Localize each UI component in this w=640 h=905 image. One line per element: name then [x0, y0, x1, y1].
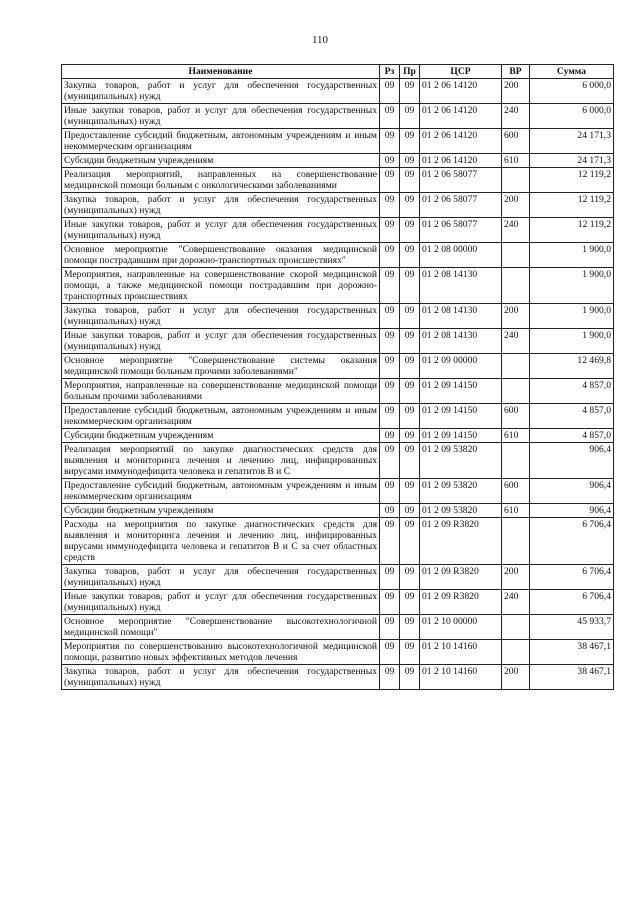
cell-name: Иные закупки товаров, работ и услуг для обеспечения государственных (муниципальных) нужд: [62, 590, 380, 615]
cell-pr: 09: [400, 104, 420, 129]
cell-vr: 200: [502, 665, 530, 690]
table-row: [62, 304, 614, 329]
cell-pr: 09: [400, 193, 420, 218]
cell-name: Мероприятия по совершенствованию высокотехнологичной медицинской помощи, развитию новых эффективных методов лечения: [62, 640, 380, 665]
cell-vr: 200: [502, 304, 530, 329]
cell-csr: 01 2 08 00000: [420, 243, 502, 268]
cell-name: Основное мероприятие "Совершенствование системы оказания медицинской помощи больным прочими заболеваниями": [62, 354, 380, 379]
cell-vr: [502, 354, 530, 379]
table-row: [62, 268, 614, 304]
cell-csr: 01 2 06 58077: [420, 193, 502, 218]
table-row: [62, 168, 614, 193]
cell-rz: 09: [380, 479, 400, 504]
cell-sum: 1 900,0: [530, 304, 614, 329]
cell-sum: 4 857,0: [530, 379, 614, 404]
cell-csr: 01 2 09 00000: [420, 354, 502, 379]
cell-pr: 09: [400, 379, 420, 404]
cell-csr: 01 2 09 53820: [420, 504, 502, 518]
cell-sum: 12 469,8: [530, 354, 614, 379]
cell-csr: 01 2 10 00000: [420, 615, 502, 640]
cell-vr: [502, 640, 530, 665]
cell-pr: 09: [400, 329, 420, 354]
cell-pr: 09: [400, 304, 420, 329]
cell-sum: 12 119,2: [530, 168, 614, 193]
cell-vr: [502, 268, 530, 304]
cell-name: Расходы на мероприятия по закупке диагностических средств для выявления и мониторинга лечения и лечению лиц, инфицированных вирусами иммунодефицита человека и гепатитов B и C за счет областных средств: [62, 518, 380, 565]
cell-vr: [502, 379, 530, 404]
cell-sum: 6 706,4: [530, 518, 614, 565]
cell-csr: 01 2 06 14120: [420, 154, 502, 168]
header-vr: ВР: [502, 65, 530, 79]
cell-sum: 1 900,0: [530, 329, 614, 354]
table-row: [62, 104, 614, 129]
cell-vr: 610: [502, 504, 530, 518]
cell-name: Предоставление субсидий бюджетным, автономным учреждениям и иным некоммерческим организациям: [62, 479, 380, 504]
cell-sum: 906,4: [530, 443, 614, 479]
cell-pr: 09: [400, 218, 420, 243]
cell-sum: 906,4: [530, 479, 614, 504]
cell-pr: 09: [400, 590, 420, 615]
budget-table: [61, 64, 614, 690]
cell-rz: 09: [380, 79, 400, 104]
cell-vr: 240: [502, 104, 530, 129]
cell-vr: 240: [502, 218, 530, 243]
cell-name: Иные закупки товаров, работ и услуг для обеспечения государственных (муниципальных) нужд: [62, 104, 380, 129]
table-row: [62, 243, 614, 268]
cell-sum: 38 467,1: [530, 665, 614, 690]
table-row: [62, 590, 614, 615]
cell-name: Предоставление субсидий бюджетным, автономным учреждениям и иным некоммерческим организациям: [62, 404, 380, 429]
cell-vr: 600: [502, 404, 530, 429]
cell-sum: 38 467,1: [530, 640, 614, 665]
cell-pr: 09: [400, 154, 420, 168]
cell-csr: 01 2 09 R3820: [420, 518, 502, 565]
cell-name: Субсидии бюджетным учреждениям: [62, 154, 380, 168]
table-row: [62, 479, 614, 504]
cell-pr: 09: [400, 129, 420, 154]
table-header-row: [62, 65, 614, 79]
table-row: [62, 354, 614, 379]
cell-vr: 240: [502, 329, 530, 354]
cell-vr: 200: [502, 193, 530, 218]
cell-pr: 09: [400, 665, 420, 690]
cell-csr: 01 2 06 14120: [420, 79, 502, 104]
table-row: [62, 193, 614, 218]
cell-csr: 01 2 06 14120: [420, 104, 502, 129]
cell-vr: 240: [502, 590, 530, 615]
cell-csr: 01 2 10 14160: [420, 665, 502, 690]
table-row: [62, 379, 614, 404]
cell-csr: 01 2 06 58077: [420, 218, 502, 243]
cell-name: Реализация мероприятий по закупке диагностических средств для выявления и мониторинга лечения и лечению лиц, инфицированных вирусами иммунодефицита человека и гепатитов B и C: [62, 443, 380, 479]
cell-rz: 09: [380, 665, 400, 690]
cell-sum: 24 171,3: [530, 129, 614, 154]
header-name: Наименование: [62, 65, 380, 79]
cell-name: Закупка товаров, работ и услуг для обеспечения государственных (муниципальных) нужд: [62, 193, 380, 218]
cell-name: Иные закупки товаров, работ и услуг для обеспечения государственных (муниципальных) нужд: [62, 218, 380, 243]
cell-vr: [502, 168, 530, 193]
page-number: 110: [311, 34, 329, 46]
cell-csr: 01 2 09 14150: [420, 404, 502, 429]
cell-sum: 6 000,0: [530, 79, 614, 104]
cell-rz: 09: [380, 104, 400, 129]
cell-sum: 12 119,2: [530, 193, 614, 218]
cell-rz: 09: [380, 243, 400, 268]
table-row: [62, 129, 614, 154]
cell-pr: 09: [400, 268, 420, 304]
cell-rz: 09: [380, 268, 400, 304]
cell-name: Основное мероприятие "Совершенствование высокотехнологичной медицинской помощи": [62, 615, 380, 640]
cell-name: Основное мероприятие "Совершенствование оказания медицинской помощи пострадавшим при дорожно-транспортных происшествиях": [62, 243, 380, 268]
table-row: [62, 154, 614, 168]
cell-rz: 09: [380, 379, 400, 404]
cell-pr: 09: [400, 243, 420, 268]
cell-csr: 01 2 09 14150: [420, 379, 502, 404]
cell-rz: 09: [380, 518, 400, 565]
cell-pr: 09: [400, 443, 420, 479]
cell-vr: 610: [502, 154, 530, 168]
cell-sum: 1 900,0: [530, 268, 614, 304]
cell-rz: 09: [380, 193, 400, 218]
cell-rz: 09: [380, 615, 400, 640]
cell-rz: 09: [380, 504, 400, 518]
table-body: [62, 79, 614, 690]
cell-sum: 6 000,0: [530, 104, 614, 129]
cell-name: Закупка товаров, работ и услуг для обеспечения государственных (муниципальных) нужд: [62, 79, 380, 104]
table-row: [62, 404, 614, 429]
table-row: [62, 329, 614, 354]
table-row: [62, 504, 614, 518]
cell-csr: 01 2 09 53820: [420, 443, 502, 479]
cell-name: Закупка товаров, работ и услуг для обеспечения государственных (муниципальных) нужд: [62, 304, 380, 329]
cell-name: Закупка товаров, работ и услуг для обеспечения государственных (муниципальных) нужд: [62, 565, 380, 590]
cell-vr: [502, 518, 530, 565]
cell-rz: 09: [380, 329, 400, 354]
cell-pr: 09: [400, 429, 420, 443]
table-row: [62, 615, 614, 640]
cell-rz: 09: [380, 429, 400, 443]
cell-name: Субсидии бюджетным учреждениям: [62, 504, 380, 518]
cell-vr: 200: [502, 79, 530, 104]
cell-csr: 01 2 06 14120: [420, 129, 502, 154]
cell-pr: 09: [400, 479, 420, 504]
cell-sum: 6 706,4: [530, 590, 614, 615]
cell-pr: 09: [400, 79, 420, 104]
cell-csr: 01 2 08 14130: [420, 329, 502, 354]
cell-sum: 906,4: [530, 504, 614, 518]
cell-csr: 01 2 09 R3820: [420, 590, 502, 615]
cell-pr: 09: [400, 404, 420, 429]
cell-csr: 01 2 08 14130: [420, 304, 502, 329]
cell-rz: 09: [380, 154, 400, 168]
cell-pr: 09: [400, 168, 420, 193]
cell-pr: 09: [400, 640, 420, 665]
header-rz: Рз: [380, 65, 400, 79]
cell-name: Субсидии бюджетным учреждениям: [62, 429, 380, 443]
header-sum: Сумма: [530, 65, 614, 79]
cell-csr: 01 2 08 14130: [420, 268, 502, 304]
cell-sum: 12 119,2: [530, 218, 614, 243]
cell-rz: 09: [380, 129, 400, 154]
cell-name: Мероприятия, направленные на совершенствование медицинской помощи больным прочими заболеваниями: [62, 379, 380, 404]
cell-pr: 09: [400, 615, 420, 640]
cell-vr: [502, 243, 530, 268]
table-row: [62, 640, 614, 665]
table-row: [62, 565, 614, 590]
table-row: [62, 665, 614, 690]
header-pr: Пр: [400, 65, 420, 79]
cell-pr: 09: [400, 518, 420, 565]
cell-csr: 01 2 10 14160: [420, 640, 502, 665]
cell-rz: 09: [380, 304, 400, 329]
table-row: [62, 218, 614, 243]
header-csr: ЦСР: [420, 65, 502, 79]
table-row: [62, 79, 614, 104]
cell-csr: 01 2 09 14150: [420, 429, 502, 443]
cell-name: Реализация мероприятий, направленных на совершенствование медицинской помощи больным с онкологическими заболеваниями: [62, 168, 380, 193]
cell-rz: 09: [380, 354, 400, 379]
cell-vr: 600: [502, 479, 530, 504]
cell-rz: 09: [380, 404, 400, 429]
cell-sum: 6 706,4: [530, 565, 614, 590]
cell-vr: 200: [502, 565, 530, 590]
cell-pr: 09: [400, 565, 420, 590]
cell-sum: 4 857,0: [530, 404, 614, 429]
cell-rz: 09: [380, 443, 400, 479]
cell-rz: 09: [380, 590, 400, 615]
cell-rz: 09: [380, 218, 400, 243]
cell-pr: 09: [400, 354, 420, 379]
cell-sum: 24 171,3: [530, 154, 614, 168]
cell-csr: 01 2 09 53820: [420, 479, 502, 504]
cell-pr: 09: [400, 504, 420, 518]
table-row: [62, 443, 614, 479]
table-row: [62, 518, 614, 565]
cell-vr: 600: [502, 129, 530, 154]
cell-vr: [502, 443, 530, 479]
cell-name: Предоставление субсидий бюджетным, автономным учреждениям и иным некоммерческим организациям: [62, 129, 380, 154]
cell-rz: 09: [380, 640, 400, 665]
cell-rz: 09: [380, 168, 400, 193]
cell-sum: 1 900,0: [530, 243, 614, 268]
cell-rz: 09: [380, 565, 400, 590]
cell-name: Иные закупки товаров, работ и услуг для обеспечения государственных (муниципальных) нужд: [62, 329, 380, 354]
cell-vr: [502, 615, 530, 640]
cell-csr: 01 2 09 R3820: [420, 565, 502, 590]
cell-csr: 01 2 06 58077: [420, 168, 502, 193]
cell-sum: 4 857,0: [530, 429, 614, 443]
cell-name: Мероприятия, направленные на совершенствование скорой медицинской помощи, а также медицинской помощи пострадавшим при дорожно-транспортных происшествиях: [62, 268, 380, 304]
cell-vr: 610: [502, 429, 530, 443]
table-row: [62, 429, 614, 443]
cell-sum: 45 933,7: [530, 615, 614, 640]
cell-name: Закупка товаров, работ и услуг для обеспечения государственных (муниципальных) нужд: [62, 665, 380, 690]
